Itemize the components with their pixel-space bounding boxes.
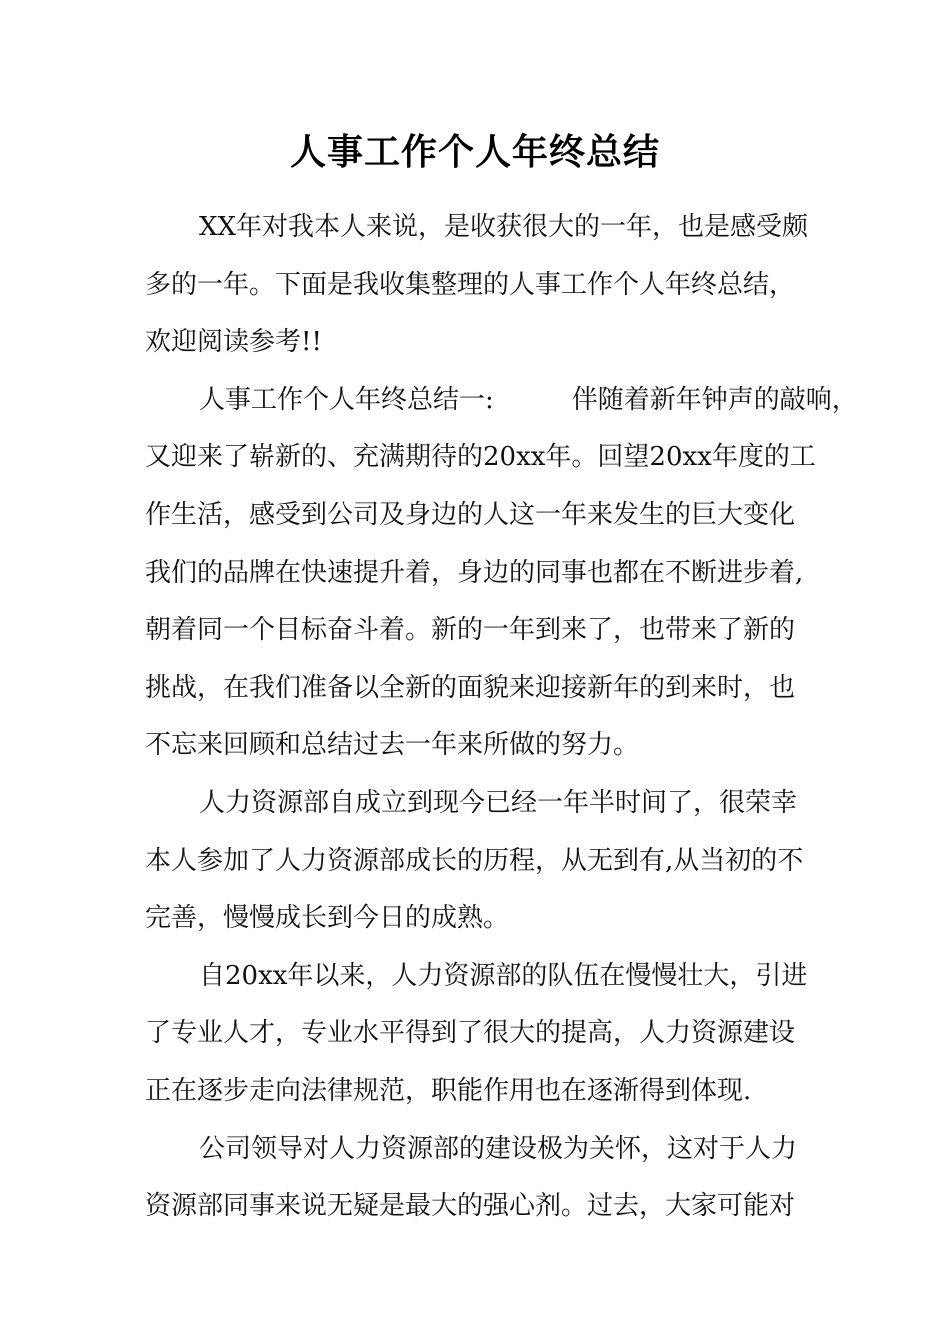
document-title: 人事工作个人年终总结 <box>289 132 660 173</box>
text-line: 公司领导对人力资源部的建设极为关怀，这对于人力 <box>199 1133 798 1164</box>
text-line: 朝着同一个目标奋斗着。新的一年到来了，也带来了新的 <box>145 615 796 646</box>
text-line: 我们的品牌在快速提升着，身边的同事也都在不断进步着, <box>145 557 804 588</box>
text-line: 正在逐步走向法律规范，职能作用也在逐渐得到体现. <box>145 1075 752 1106</box>
text-line: 又迎来了崭新的、充满期待的20xx年。回望20xx年度的工 <box>145 442 816 473</box>
text-line: 人力资源部自成立到现今已经一年半时间了，很荣幸 <box>199 787 798 818</box>
text-line: 不忘来回顾和总结过去一年来所做的努力。 <box>145 730 640 761</box>
text-line: 多的一年。下面是我收集整理的人事工作个人年终总结， <box>145 269 796 300</box>
text-line: 了专业人才，专业水平得到了很大的提高，人力资源建设 <box>145 1018 796 1049</box>
text-line: 资源部同事来说无疑是最大的强心剂。过去，大家可能对 <box>145 1191 796 1222</box>
text-line: 欢迎阅读参考!! <box>145 327 322 358</box>
text-line: 作生活，感受到公司及身边的人这一年来发生的巨大变化 <box>145 499 796 530</box>
text-line: 自20xx年以来，人力资源部的队伍在慢慢壮大，引进 <box>199 960 808 991</box>
document-body <box>145 199 858 1236</box>
text-line: 人事工作个人年终总结一: 伴随着新年钟声的敲响， <box>199 384 858 415</box>
text-line: XX年对我本人来说，是收获很大的一年，也是感受颇 <box>199 212 809 242</box>
text-line: 本人参加了人力资源部成长的历程，从无到有,从当初的不 <box>145 845 804 876</box>
text-line: 挑战，在我们准备以全新的面貌来迎接新年的到来时，也 <box>145 672 796 703</box>
text-line: 完善，慢慢成长到今日的成熟。 <box>145 903 510 934</box>
